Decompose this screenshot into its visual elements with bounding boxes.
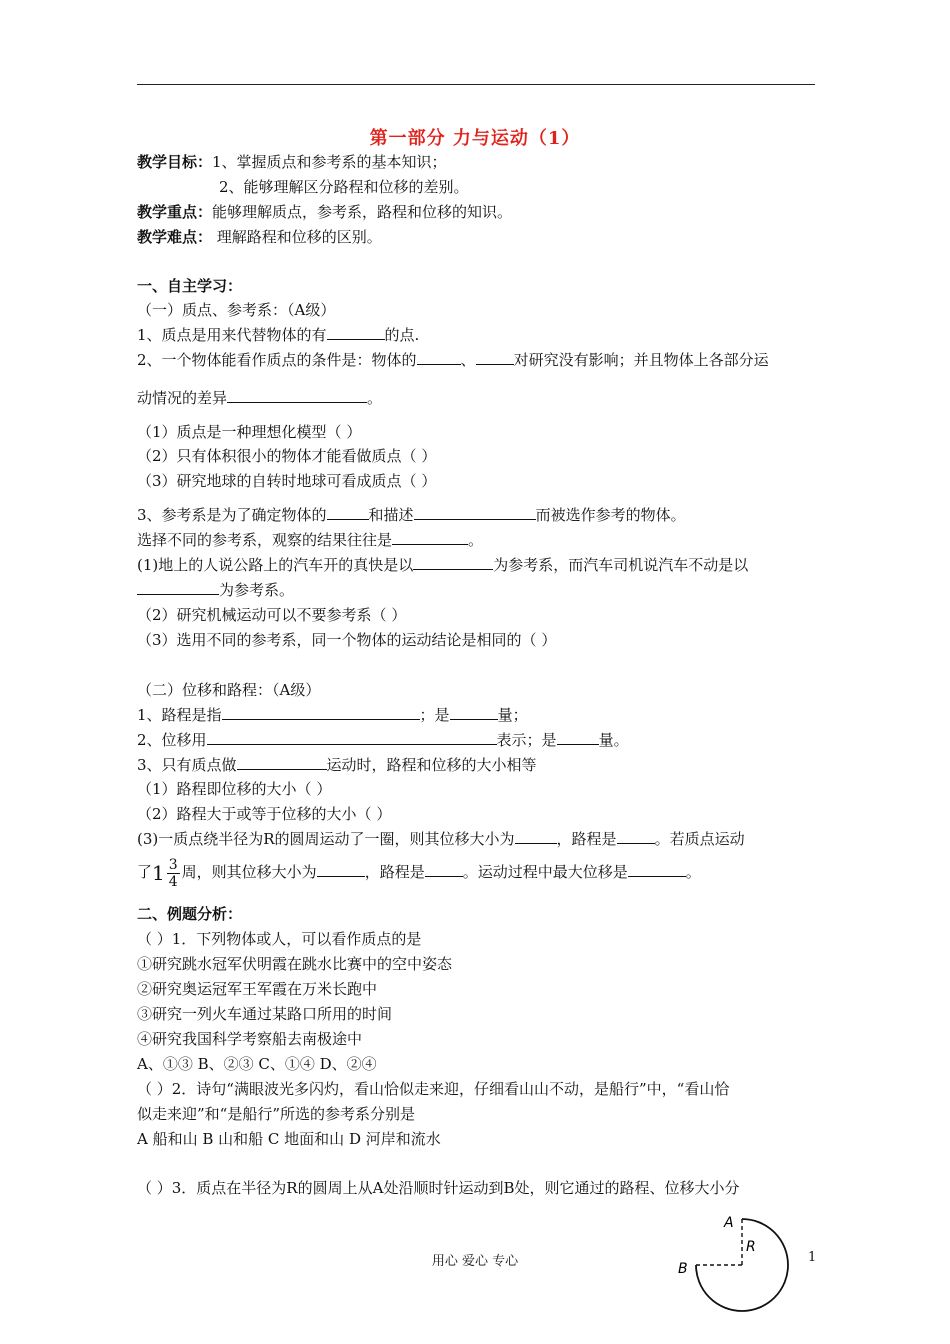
- s1-q3b-text-a: 选择不同的参考系，观察的结果往往是: [137, 531, 393, 549]
- blank[interactable]: [617, 829, 655, 844]
- difficulty-text: 理解路程和位移的区别。: [212, 228, 382, 246]
- difficulty-label: 教学难点：: [137, 228, 213, 246]
- blank[interactable]: [227, 388, 367, 403]
- blank[interactable]: [207, 730, 497, 745]
- s1-judge-1: （1）质点是一种理想化模型（ ）: [137, 423, 362, 441]
- blank[interactable]: [628, 862, 686, 877]
- s2-q1: [137, 705, 528, 725]
- mixed-number-whole: 1: [152, 861, 165, 885]
- blank[interactable]: [392, 530, 468, 545]
- s2-q4b: [137, 852, 701, 893]
- fraction-denominator: 4: [168, 873, 178, 890]
- s1-q1-text-b: 的点.: [384, 326, 420, 344]
- s1-q3: [137, 505, 686, 525]
- blank[interactable]: [450, 705, 498, 720]
- s2-q4b-text-d: 。运动过程中最大位移是: [462, 863, 628, 881]
- key-point-text: 能够理解质点，参考系，路程和位移的知识。: [212, 203, 513, 221]
- ex2-line-1: （ ）2．诗句“满眼波光多闪灼，看山恰似走来迎，仔细看山山不动，是船行”中，“看山恰: [137, 1080, 730, 1098]
- section1-heading: 一、自主学习：: [137, 277, 243, 295]
- s1-q1: [137, 325, 419, 345]
- s1-q3c-text-c: 为参考系。: [219, 581, 295, 599]
- fraction: [167, 857, 180, 890]
- s1-q2: [137, 350, 769, 370]
- fraction-numerator: 3: [168, 856, 178, 873]
- s2-q2-text-c: 量。: [598, 731, 629, 749]
- s2-q1-text-c: 量；: [497, 706, 528, 724]
- s1-judge-5: （3）选用不同的参考系，同一个物体的运动结论是相同的（ ）: [137, 631, 557, 649]
- sub1-heading: （一）质点、参考系：（A级）: [137, 301, 336, 319]
- label-a: A: [724, 1215, 734, 1231]
- ex1-option-4: ④研究我国科学考察船去南极途中: [137, 1030, 363, 1048]
- s1-q2-text-e: 。: [367, 389, 383, 407]
- blank[interactable]: [327, 325, 385, 340]
- blank[interactable]: [413, 555, 493, 570]
- s2-judge-1: （1）路程即位移的大小（ ）: [137, 780, 332, 798]
- s2-q3-text-a: 3、只有质点做: [137, 756, 237, 774]
- s2-q4-text-a: (3)一质点绕半径为R的圆周运动了一圈，则其位移大小为: [137, 830, 515, 848]
- s2-q4-text-b: ，路程是: [556, 830, 617, 848]
- s2-q3-text-b: 运动时，路程和位移的大小相等: [326, 756, 537, 774]
- ex1-option-1: ①研究跳水冠军伏明霞在跳水比赛中的空中姿态: [137, 955, 453, 973]
- blank[interactable]: [557, 730, 599, 745]
- key-point-line: [137, 202, 512, 222]
- blank[interactable]: [417, 350, 461, 365]
- s1-judge-2: （2）只有体积很小的物体才能看做质点（ ）: [137, 447, 437, 465]
- s1-q3-text-b: 和描述: [368, 506, 414, 524]
- s1-q2-text-b: 、: [460, 351, 476, 369]
- blank[interactable]: [137, 580, 219, 595]
- difficulty-line: [137, 227, 382, 247]
- s2-q2-text-a: 2、位移用: [137, 731, 207, 749]
- s2-q1-text-b: ；是: [419, 706, 450, 724]
- s1-q1-text-a: 1、质点是用来代替物体的有: [137, 326, 327, 344]
- ex1-option-2: ②研究奥运冠军王军霞在万米长跑中: [137, 980, 378, 998]
- ex2-line-2: 似走来迎”和“是船行”所选的参考系分别是: [137, 1105, 416, 1123]
- s1-q3b-text-b: 。: [468, 531, 484, 549]
- ex3-line-1: （ ）3．质点在半径为R的圆周上从A处沿顺时针运动到B处，则它通过的路程、位移大小分: [137, 1179, 740, 1197]
- page-title: 第一部分 力与运动（1）: [369, 128, 581, 149]
- s1-q3c-text-b: 为参考系，而汽车司机说汽车不动是以: [493, 556, 749, 574]
- blank[interactable]: [317, 862, 365, 877]
- s2-judge-2: （2）路程大于或等于位移的大小（ ）: [137, 805, 392, 823]
- s1-judge-3: （3）研究地球的自转时地球可看成质点（ ）: [137, 472, 437, 490]
- ex2-choices: A 船和山 B 山和船 C 地面和山 D 河岸和流水: [137, 1130, 441, 1148]
- s1-q3-text-c: 而被选作参考的物体。: [535, 506, 686, 524]
- s2-q4b-text-c: ，路程是: [364, 863, 425, 881]
- s1-q3-text-a: 3、参考系是为了确定物体的: [137, 506, 327, 524]
- s1-q3c: [137, 555, 748, 575]
- s1-q3b: [137, 530, 483, 550]
- s1-q2-text-c: 对研究没有影响；并且物体上各部分运: [513, 351, 769, 369]
- s1-q3c-text-a: (1)地上的人说公路上的汽车开的真快是以: [137, 556, 414, 574]
- s2-q2-text-b: 表示；是: [496, 731, 557, 749]
- header-rule: [137, 84, 815, 85]
- sub2-heading: （二）位移和路程：（A级）: [137, 681, 321, 699]
- s2-q4: [137, 829, 745, 849]
- ex1-stem: （ ）1．下列物体或人，可以看作质点的是: [137, 930, 422, 948]
- s2-q3: [137, 755, 537, 775]
- s2-q4b-text-e: 。: [685, 863, 701, 881]
- s1-q2-cont: [137, 388, 382, 408]
- goals-line-1: [137, 152, 447, 172]
- blank[interactable]: [237, 755, 327, 770]
- page-number: 1: [808, 1250, 817, 1265]
- label-b: B: [678, 1261, 688, 1277]
- s2-q4b-text-b: 周，则其位移大小为: [181, 863, 317, 881]
- ex1-choices: A、①③ B、②③ C、①④ D、②④: [137, 1055, 377, 1073]
- section2-heading: 二、例题分析：: [137, 905, 243, 923]
- s2-q1-text-a: 1、路程是指: [137, 706, 222, 724]
- goals-label: 教学目标：: [137, 153, 213, 171]
- goals-item-1: 1、掌握质点和参考系的基本知识；: [212, 153, 447, 171]
- label-r: R: [746, 1239, 756, 1255]
- key-point-label: 教学重点：: [137, 203, 213, 221]
- s2-q4-text-c: 。若质点运动: [654, 830, 745, 848]
- blank[interactable]: [327, 505, 369, 520]
- footer-text: 用心 爱心 专心: [431, 1254, 519, 1269]
- s1-q2-text-d: 动情况的差异: [137, 389, 228, 407]
- blank[interactable]: [222, 705, 420, 720]
- s1-q3c-cont: [137, 580, 294, 600]
- s1-q2-text-a: 2、一个物体能看作质点的条件是：物体的: [137, 351, 417, 369]
- s2-q2: [137, 730, 629, 750]
- s1-judge-4: （2）研究机械运动可以不要参考系（ ）: [137, 606, 407, 624]
- ex1-option-3: ③研究一列火车通过某路口所用的时间: [137, 1005, 393, 1023]
- blank[interactable]: [425, 862, 463, 877]
- goals-item-2: 2、能够理解区分路程和位移的差别。: [219, 178, 469, 196]
- s2-q4b-text-a: 了: [137, 863, 153, 881]
- blank[interactable]: [515, 829, 557, 844]
- blank[interactable]: [414, 505, 536, 520]
- blank[interactable]: [476, 350, 514, 365]
